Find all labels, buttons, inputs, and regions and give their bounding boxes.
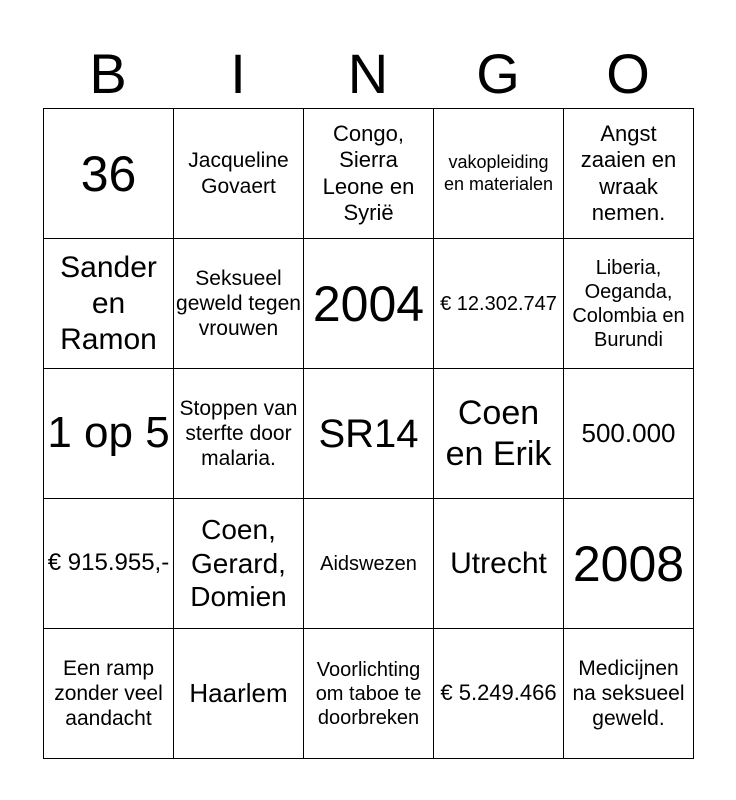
board-row <box>44 109 694 239</box>
bingo-cell[interactable]: Jacqueline Govaert <box>174 109 304 239</box>
board-row <box>44 499 694 629</box>
bingo-board <box>43 108 694 759</box>
bingo-cell[interactable]: € 915.955,- <box>44 499 174 629</box>
bingo-cell[interactable]: Stoppen van sterfte door malaria. <box>174 369 304 499</box>
board-row <box>44 629 694 759</box>
board-row <box>44 239 694 369</box>
bingo-cell[interactable]: Voorlichting om taboe te doorbreken <box>304 629 434 759</box>
bingo-cell[interactable]: Aidswezen <box>304 499 434 629</box>
bingo-cell[interactable]: vakopleiding en materialen <box>434 109 564 239</box>
bingo-cell[interactable]: Congo, Sierra Leone en Syrië <box>304 109 434 239</box>
bingo-cell[interactable]: Utrecht <box>434 499 564 629</box>
bingo-cell[interactable]: Seksueel geweld tegen vrouwen <box>174 239 304 369</box>
header-letter-n: N <box>347 42 389 105</box>
header-letter-g: G <box>476 42 520 105</box>
bingo-cell[interactable]: 500.000 <box>564 369 694 499</box>
bingo-cell[interactable]: 1 op 5 <box>44 369 174 499</box>
bingo-cell[interactable]: € 5.249.466 <box>434 629 564 759</box>
bingo-cell[interactable]: Een ramp zonder veel aandacht <box>44 629 174 759</box>
bingo-cell[interactable]: Coen en Erik <box>434 369 564 499</box>
bingo-cell[interactable]: 2008 <box>564 499 694 629</box>
bingo-cell[interactable]: Liberia, Oeganda, Colombia en Burundi <box>564 239 694 369</box>
bingo-cell[interactable]: Sander en Ramon <box>44 239 174 369</box>
bingo-cell[interactable]: 36 <box>44 109 174 239</box>
bingo-header <box>43 40 693 108</box>
bingo-cell[interactable]: SR14 <box>304 369 434 499</box>
bingo-cell[interactable]: Haarlem <box>174 629 304 759</box>
bingo-cell[interactable]: € 12.302.747 <box>434 239 564 369</box>
header-letter-b: B <box>89 42 127 105</box>
bingo-cell[interactable]: 2004 <box>304 239 434 369</box>
bingo-cell[interactable]: Medicijnen na seksueel geweld. <box>564 629 694 759</box>
header-letter-i: I <box>230 42 246 105</box>
board-row <box>44 369 694 499</box>
bingo-cell[interactable]: Angst zaaien en wraak nemen. <box>564 109 694 239</box>
header-letter-o: O <box>606 42 650 105</box>
bingo-cell[interactable]: Coen, Gerard, Domien <box>174 499 304 629</box>
